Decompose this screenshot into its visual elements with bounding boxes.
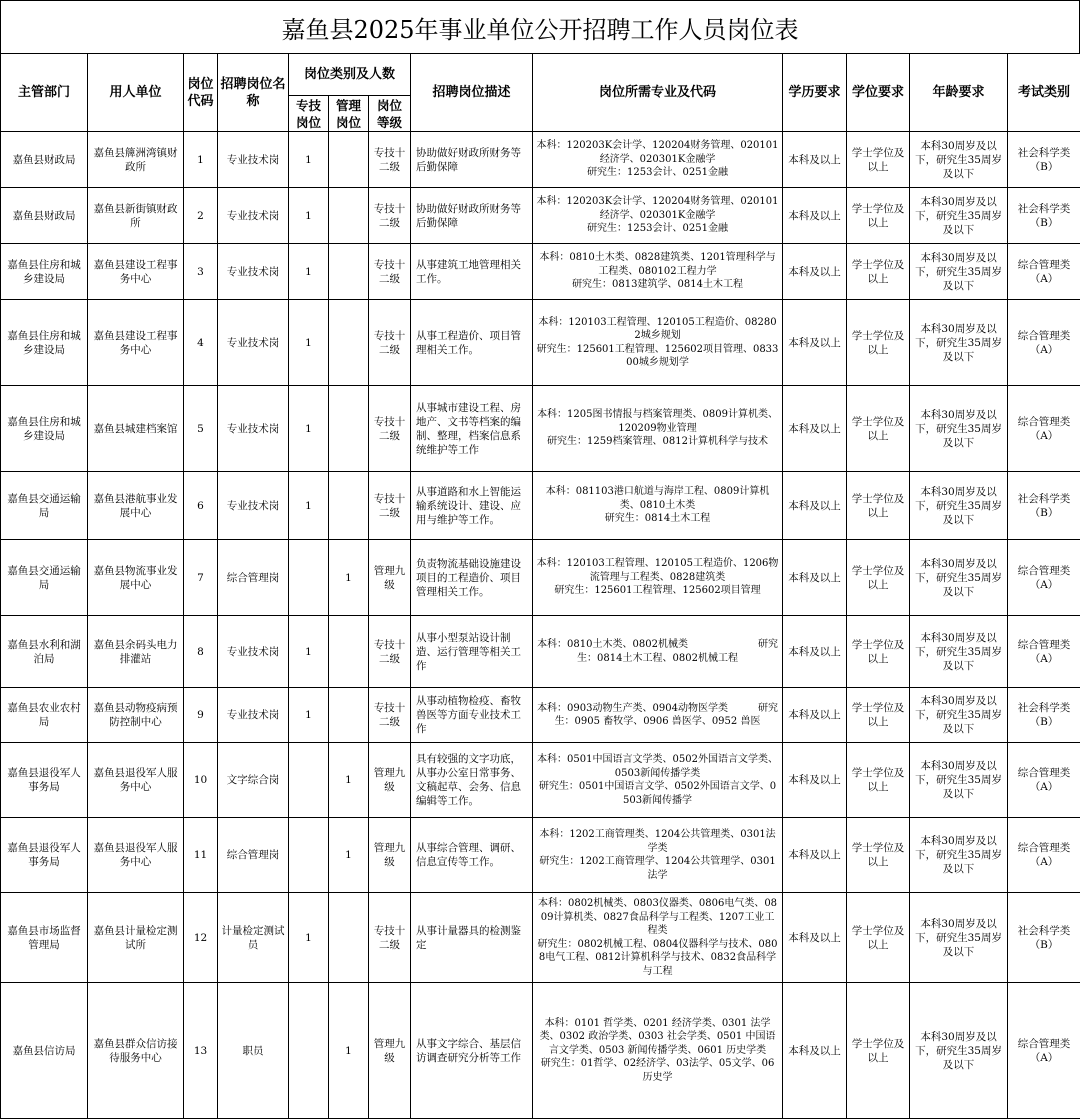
majors-cell: 本科：120103工程管理、120105工程造价、082802城乡规划 研究生：125601工程管理、125602项目管理、083300城乡规划学 — [533, 300, 783, 386]
unit-cell: 嘉鱼县簰洲湾镇财政所 — [88, 132, 184, 188]
tech-count-cell: 1 — [289, 132, 329, 188]
age-cell: 本科30周岁及以下，研究生35周岁及以下 — [910, 386, 1008, 472]
code-cell: 2 — [184, 188, 218, 244]
dept-cell: 嘉鱼县住房和城乡建设局 — [1, 300, 88, 386]
tech-count-cell: 1 — [289, 188, 329, 244]
education-cell: 本科及以上 — [783, 688, 847, 743]
post-name-cell: 专业技术岗 — [218, 616, 289, 688]
post-name-cell: 专业技术岗 — [218, 188, 289, 244]
age-cell: 本科30周岁及以下，研究生35周岁及以下 — [910, 540, 1008, 616]
code-cell: 4 — [184, 300, 218, 386]
post-name-cell: 计量检定测试员 — [218, 893, 289, 983]
tech-count-cell: 1 — [289, 300, 329, 386]
post-level-cell: 专技十二级 — [369, 893, 411, 983]
header-degree: 学位要求 — [847, 54, 910, 132]
exam-cell: 综合管理类（A） — [1008, 386, 1080, 472]
education-cell: 本科及以上 — [783, 540, 847, 616]
unit-cell: 嘉鱼县余码头电力排灌站 — [88, 616, 184, 688]
header-code: 岗位代码 — [184, 54, 218, 132]
description-cell: 负责物流基础设施建设项目的工程造价、项目管理相关工作。 — [411, 540, 533, 616]
description-cell: 具有较强的文字功底，从事办公室日常事务、文稿起草、会务、信息编辑等工作。 — [411, 743, 533, 818]
description-cell: 从事建筑工地管理相关工作。 — [411, 244, 533, 300]
exam-cell: 综合管理类（A） — [1008, 540, 1080, 616]
job-table — [0, 53, 1080, 1119]
dept-cell: 嘉鱼县财政局 — [1, 188, 88, 244]
code-cell: 8 — [184, 616, 218, 688]
unit-cell: 嘉鱼县港航事业发展中心 — [88, 472, 184, 540]
mgmt-count-cell — [329, 188, 369, 244]
header-mgmt-post: 管理岗位 — [329, 96, 369, 132]
description-cell: 从事文字综合、基层信访调查研究分析等工作 — [411, 983, 533, 1119]
degree-cell: 学士学位及以上 — [847, 132, 910, 188]
age-cell: 本科30周岁及以下，研究生35周岁及以下 — [910, 244, 1008, 300]
post-name-cell: 专业技术岗 — [218, 472, 289, 540]
exam-cell: 社会科学类（B） — [1008, 188, 1080, 244]
tech-count-cell — [289, 818, 329, 893]
degree-cell: 学士学位及以上 — [847, 743, 910, 818]
header-education: 学历要求 — [783, 54, 847, 132]
dept-cell: 嘉鱼县交通运输局 — [1, 540, 88, 616]
post-level-cell: 专技十二级 — [369, 472, 411, 540]
post-level-cell: 专技十二级 — [369, 300, 411, 386]
code-cell: 6 — [184, 472, 218, 540]
unit-cell: 嘉鱼县城建档案馆 — [88, 386, 184, 472]
education-cell: 本科及以上 — [783, 893, 847, 983]
exam-cell: 综合管理类（A） — [1008, 818, 1080, 893]
exam-cell: 综合管理类（A） — [1008, 244, 1080, 300]
majors-cell: 本科：120203K会计学、120204财务管理、020101经济学、020301K金融学 研究生：1253会计、0251金融 — [533, 188, 783, 244]
description-cell: 从事道路和水上智能运输系统设计、建设、应用与维护等工作。 — [411, 472, 533, 540]
table-row — [1, 688, 1080, 743]
unit-cell: 嘉鱼县退役军人服务中心 — [88, 743, 184, 818]
post-level-cell: 管理九级 — [369, 818, 411, 893]
post-name-cell: 专业技术岗 — [218, 132, 289, 188]
age-cell: 本科30周岁及以下，研究生35周岁及以下 — [910, 188, 1008, 244]
dept-cell: 嘉鱼县信访局 — [1, 983, 88, 1119]
degree-cell: 学士学位及以上 — [847, 893, 910, 983]
unit-cell: 嘉鱼县建设工程事务中心 — [88, 300, 184, 386]
degree-cell: 学士学位及以上 — [847, 616, 910, 688]
education-cell: 本科及以上 — [783, 743, 847, 818]
mgmt-count-cell — [329, 132, 369, 188]
table-row — [1, 893, 1080, 983]
age-cell: 本科30周岁及以下，研究生35周岁及以下 — [910, 818, 1008, 893]
mgmt-count-cell — [329, 472, 369, 540]
page-title: 嘉鱼县2025年事业单位公开招聘工作人员岗位表 — [0, 0, 1080, 53]
description-cell: 从事动植物检疫、畜牧兽医等方面专业技术工作 — [411, 688, 533, 743]
majors-cell: 本科：1202工商管理类、1204公共管理类、0301法学类 研究生：1202工商管理学、1204公共管理学、0301法学 — [533, 818, 783, 893]
post-name-cell: 专业技术岗 — [218, 244, 289, 300]
header-post-name: 招聘岗位名称 — [218, 54, 289, 132]
mgmt-count-cell — [329, 244, 369, 300]
age-cell: 本科30周岁及以下，研究生35周岁及以下 — [910, 893, 1008, 983]
age-cell: 本科30周岁及以下，研究生35周岁及以下 — [910, 743, 1008, 818]
mgmt-count-cell: 1 — [329, 983, 369, 1119]
tech-count-cell: 1 — [289, 616, 329, 688]
table-row — [1, 386, 1080, 472]
exam-cell: 社会科学类（B） — [1008, 893, 1080, 983]
education-cell: 本科及以上 — [783, 132, 847, 188]
majors-cell: 本科：0810土木类、0802机械类 研究生：0814土木工程、0802机械工程 — [533, 616, 783, 688]
degree-cell: 学士学位及以上 — [847, 386, 910, 472]
description-cell: 协助做好财政所财务等后勤保障 — [411, 188, 533, 244]
age-cell: 本科30周岁及以下，研究生35周岁及以下 — [910, 472, 1008, 540]
post-name-cell: 专业技术岗 — [218, 300, 289, 386]
header-dept: 主管部门 — [1, 54, 88, 132]
exam-cell: 社会科学类（B） — [1008, 132, 1080, 188]
post-name-cell: 文字综合岗 — [218, 743, 289, 818]
post-name-cell: 专业技术岗 — [218, 688, 289, 743]
unit-cell: 嘉鱼县动物疫病预防控制中心 — [88, 688, 184, 743]
mgmt-count-cell — [329, 688, 369, 743]
degree-cell: 学士学位及以上 — [847, 188, 910, 244]
code-cell: 12 — [184, 893, 218, 983]
code-cell: 5 — [184, 386, 218, 472]
mgmt-count-cell — [329, 616, 369, 688]
degree-cell: 学士学位及以上 — [847, 688, 910, 743]
header-majors: 岗位所需专业及代码 — [533, 54, 783, 132]
post-name-cell: 专业技术岗 — [218, 386, 289, 472]
code-cell: 3 — [184, 244, 218, 300]
header-description: 招聘岗位描述 — [411, 54, 533, 132]
post-name-cell: 职员 — [218, 983, 289, 1119]
majors-cell: 本科：120103工程管理、120105工程造价、1206物流管理与工程类、0828建筑类 研究生：125601工程管理、125602项目管理 — [533, 540, 783, 616]
description-cell: 从事计量器具的检测鉴定 — [411, 893, 533, 983]
code-cell: 9 — [184, 688, 218, 743]
header-tech-post: 专技岗位 — [289, 96, 329, 132]
tech-count-cell — [289, 983, 329, 1119]
age-cell: 本科30周岁及以下，研究生35周岁及以下 — [910, 616, 1008, 688]
mgmt-count-cell — [329, 300, 369, 386]
tech-count-cell — [289, 540, 329, 616]
majors-cell: 本科：0501中国语言文学类、0502外国语言文学类、0503新闻传播学类 研究生：0501中国语言文学、0502外国语言文学、0503新闻传播学 — [533, 743, 783, 818]
unit-cell: 嘉鱼县建设工程事务中心 — [88, 244, 184, 300]
table-row — [1, 244, 1080, 300]
majors-cell: 本科：0810土木类、0828建筑类、1201管理科学与工程类、080102工程力学 研究生：0813建筑学、0814土木工程 — [533, 244, 783, 300]
header-exam: 考试类别 — [1008, 54, 1080, 132]
dept-cell: 嘉鱼县住房和城乡建设局 — [1, 244, 88, 300]
post-level-cell: 专技十二级 — [369, 386, 411, 472]
majors-cell: 本科：0802机械类、0803仪器类、0806电气类、0809计算机类、0827食品科学与工程类、1207工业工程类 研究生：0802机械工程、0804仪器科学与技术、0808电气工程、0812计算机科学与技术、0832食品科学与工程 — [533, 893, 783, 983]
exam-cell: 综合管理类（A） — [1008, 743, 1080, 818]
exam-cell: 社会科学类（B） — [1008, 472, 1080, 540]
majors-cell: 本科：0903动物生产类、0904动物医学类 研究生：0905 畜牧学、0906 兽医学、0952 兽医 — [533, 688, 783, 743]
table-row — [1, 540, 1080, 616]
table-row — [1, 818, 1080, 893]
education-cell: 本科及以上 — [783, 300, 847, 386]
unit-cell: 嘉鱼县退役军人服务中心 — [88, 818, 184, 893]
header-category-group: 岗位类别及人数 — [289, 54, 411, 96]
post-level-cell: 管理九级 — [369, 983, 411, 1119]
post-level-cell: 专技十二级 — [369, 244, 411, 300]
dept-cell: 嘉鱼县退役军人事务局 — [1, 818, 88, 893]
exam-cell: 社会科学类（B） — [1008, 688, 1080, 743]
dept-cell: 嘉鱼县市场监督管理局 — [1, 893, 88, 983]
exam-cell: 综合管理类（A） — [1008, 300, 1080, 386]
education-cell: 本科及以上 — [783, 386, 847, 472]
unit-cell: 嘉鱼县物流事业发展中心 — [88, 540, 184, 616]
unit-cell: 嘉鱼县群众信访接待服务中心 — [88, 983, 184, 1119]
degree-cell: 学士学位及以上 — [847, 983, 910, 1119]
degree-cell: 学士学位及以上 — [847, 300, 910, 386]
table-row — [1, 616, 1080, 688]
post-level-cell: 管理九级 — [369, 540, 411, 616]
header-age: 年龄要求 — [910, 54, 1008, 132]
post-name-cell: 综合管理岗 — [218, 540, 289, 616]
table-row — [1, 132, 1080, 188]
dept-cell: 嘉鱼县住房和城乡建设局 — [1, 386, 88, 472]
post-level-cell: 专技十二级 — [369, 616, 411, 688]
table-row — [1, 188, 1080, 244]
degree-cell: 学士学位及以上 — [847, 818, 910, 893]
unit-cell: 嘉鱼县计量检定测试所 — [88, 893, 184, 983]
post-level-cell: 管理九级 — [369, 743, 411, 818]
age-cell: 本科30周岁及以下，研究生35周岁及以下 — [910, 132, 1008, 188]
dept-cell: 嘉鱼县水利和湖泊局 — [1, 616, 88, 688]
post-name-cell: 综合管理岗 — [218, 818, 289, 893]
dept-cell: 嘉鱼县退役军人事务局 — [1, 743, 88, 818]
tech-count-cell: 1 — [289, 688, 329, 743]
age-cell: 本科30周岁及以下，研究生35周岁及以下 — [910, 300, 1008, 386]
table-row — [1, 743, 1080, 818]
code-cell: 13 — [184, 983, 218, 1119]
mgmt-count-cell: 1 — [329, 540, 369, 616]
dept-cell: 嘉鱼县农业农村局 — [1, 688, 88, 743]
unit-cell: 嘉鱼县新街镇财政所 — [88, 188, 184, 244]
dept-cell: 嘉鱼县交通运输局 — [1, 472, 88, 540]
description-cell: 从事城市建设工程、房地产、文书等档案的编制、整理，档案信息系统维护等工作 — [411, 386, 533, 472]
degree-cell: 学士学位及以上 — [847, 472, 910, 540]
education-cell: 本科及以上 — [783, 472, 847, 540]
majors-cell: 本科：081103港口航道与海岸工程、0809计算机类、0810土木类 研究生：0814土木工程 — [533, 472, 783, 540]
majors-cell: 本科：0101 哲学类、0201 经济学类、0301 法学类、0302 政治学类、0303 社会学类、0501 中国语言文学类、0503 新闻传播学类、0601 历史学类 研究生：01哲学、02经济学、03法学、05文学、06 历史学 — [533, 983, 783, 1119]
tech-count-cell: 1 — [289, 386, 329, 472]
education-cell: 本科及以上 — [783, 188, 847, 244]
degree-cell: 学士学位及以上 — [847, 244, 910, 300]
age-cell: 本科30周岁及以下，研究生35周岁及以下 — [910, 983, 1008, 1119]
exam-cell: 综合管理类（A） — [1008, 983, 1080, 1119]
mgmt-count-cell — [329, 893, 369, 983]
majors-cell: 本科：1205图书情报与档案管理类、0809计算机类、120209物业管理 研究生：1259档案管理、0812计算机科学与技术 — [533, 386, 783, 472]
mgmt-count-cell: 1 — [329, 743, 369, 818]
post-level-cell: 专技十二级 — [369, 132, 411, 188]
tech-count-cell — [289, 743, 329, 818]
code-cell: 11 — [184, 818, 218, 893]
code-cell: 10 — [184, 743, 218, 818]
mgmt-count-cell — [329, 386, 369, 472]
header-unit: 用人单位 — [88, 54, 184, 132]
education-cell: 本科及以上 — [783, 244, 847, 300]
tech-count-cell: 1 — [289, 893, 329, 983]
table-row — [1, 300, 1080, 386]
degree-cell: 学士学位及以上 — [847, 540, 910, 616]
table-body — [1, 132, 1080, 1119]
table-row — [1, 983, 1080, 1119]
description-cell: 从事综合管理、调研、信息宣传等工作。 — [411, 818, 533, 893]
post-level-cell: 专技十二级 — [369, 188, 411, 244]
age-cell: 本科30周岁及以下，研究生35周岁及以下 — [910, 688, 1008, 743]
tech-count-cell: 1 — [289, 472, 329, 540]
post-level-cell: 专技十二级 — [369, 688, 411, 743]
education-cell: 本科及以上 — [783, 616, 847, 688]
code-cell: 1 — [184, 132, 218, 188]
description-cell: 从事小型泵站设计制造、运行管理等相关工作 — [411, 616, 533, 688]
description-cell: 协助做好财政所财务等后勤保障 — [411, 132, 533, 188]
table-row — [1, 472, 1080, 540]
tech-count-cell: 1 — [289, 244, 329, 300]
header-post-level: 岗位等级 — [369, 96, 411, 132]
dept-cell: 嘉鱼县财政局 — [1, 132, 88, 188]
description-cell: 从事工程造价、项目管理相关工作。 — [411, 300, 533, 386]
mgmt-count-cell: 1 — [329, 818, 369, 893]
code-cell: 7 — [184, 540, 218, 616]
education-cell: 本科及以上 — [783, 983, 847, 1119]
exam-cell: 综合管理类（A） — [1008, 616, 1080, 688]
majors-cell: 本科：120203K会计学、120204财务管理、020101经济学、020301K金融学 研究生：1253会计、0251金融 — [533, 132, 783, 188]
education-cell: 本科及以上 — [783, 818, 847, 893]
